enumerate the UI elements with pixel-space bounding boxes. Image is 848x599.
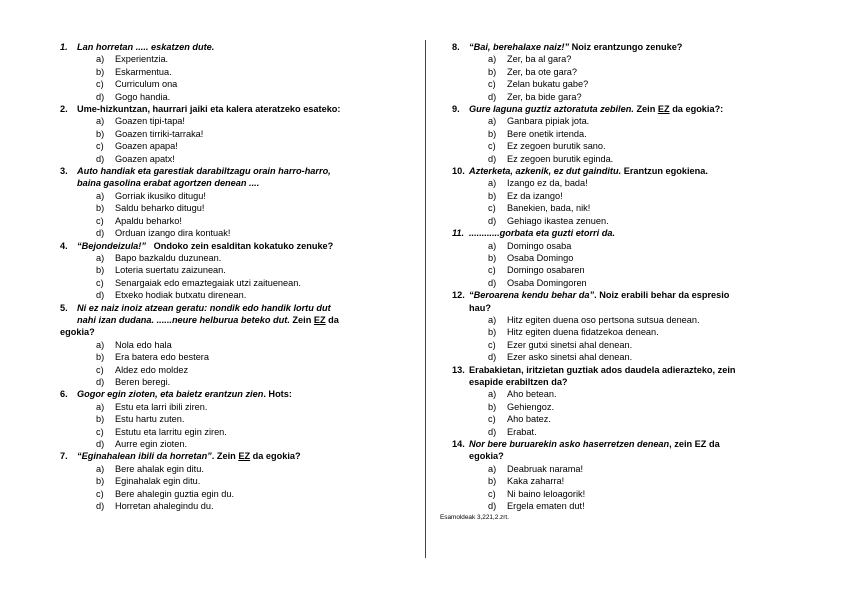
ez-underlined: EZ [238,451,251,462]
question-1 [60,41,412,103]
option-b: b) Saldu beharko ditugu! [96,203,205,214]
option-a: a) Experientzia. [96,54,169,65]
question-text-cont: esapide erabiltzen da? [469,376,568,387]
question-9: 9. Gure laguna guztiz aztoratuta zebilen. Zein EZ da egokia?: a) Ganbara pipiak jota. b) Bere onetik irtenda. c) Ez zegoen burutik sano. d) Ez zegoen burutik eginda. [452,103,804,165]
question-text-end: egokia? [60,327,95,338]
option-a: a) Zer, ba al gara? [488,54,572,65]
question-number: 5. [60,302,68,313]
options-list [60,463,412,513]
option-c: c) Estutu eta larritu egin ziren. [96,426,227,437]
question-text: Gogor egin zioten, eta baietz erantzun zien [77,389,264,400]
question-12: 12. “Beroarena kendu behar da”. Noiz erabili behar da espresio hau? a) Hitz egiten duena oso pertsona sutsua denean. b) Hitz egiten duena fidatzekoa denean. c) Ezer gutxi sinetsi ahal denean. d) Ezer asko sinetsi ahal denean. [452,289,804,363]
question-text: Auto handiak eta garestiak darabiltzagu orain harro-harro, [77,166,331,177]
options-list [60,53,412,103]
question-number: 11. [452,228,465,239]
option-a: a) Ganbara pipiak jota. [488,116,590,127]
question-text: “Beroarena kendu behar da” [469,290,595,301]
option-c: c) Domingo osabaren [488,265,585,276]
option-b: b) Bere onetik irtenda. [488,128,587,139]
option-d: d) Goazen apatx! [96,153,175,164]
option-a: a) Aho betean. [488,389,557,400]
question-text: “Eginahalean ibili da horretan” [77,451,212,462]
option-c: c) Curriculum ona [96,79,178,90]
option-b: b) Kaka zaharra! [488,476,565,487]
question-number: 4. [60,240,68,251]
question-number: 7. [60,451,68,462]
question-10: 10. Azterketa, azkenik, ez dut gainditu. Erantzun egokiena. a) Izango ez da, bada! b) Ez da izango! c) Banekien, bada, nik! d) Gehiago ikastea zenuen. [452,165,804,227]
option-d: d) Aurre egin zioten. [96,439,188,449]
option-a: a) Domingo osaba [488,240,572,251]
question-text-cont: nahi izan dudana. ......neure helburua beteko dut. Zein EZ da [77,314,339,325]
question-text: Ni ez naiz inoiz atzean geratu: nondik edo handik lortu dut [77,302,331,313]
question-number: 8. [452,42,460,52]
option-d: d) Gehiago ikastea zenuen. [488,215,609,226]
option-d: d) Ezer asko sinetsi ahal denean. [488,352,633,363]
option-d: d) Gogo handia. [96,91,171,102]
option-b: b) Ez da izango! [488,190,563,201]
question-5 [60,302,412,389]
question-14: 14. Nor bere buruarekin asko haserretzen denean, zein EZ da egokia? a) Deabruak narama! b) Kaka zaharra! c) Ni baino leloagorik! d) Ergela ematen dut! [452,438,804,512]
options-list [60,252,412,302]
question-number: 12. [452,290,465,301]
options-list [60,115,412,165]
option-b: b) Loteria suertatu zaizunean. [96,265,226,276]
options-list [452,240,804,290]
option-d: d) Horretan ahalegindu du. [96,501,214,512]
question-text: Lan horretan ..... eskatzen dute. [77,42,215,52]
option-a: a) Hitz egiten duena oso pertsona sutsua denean. [488,314,700,325]
options-list [60,190,412,240]
option-c: c) Aho batez. [488,414,551,425]
option-d: d) Ergela ematen dut! [488,501,585,512]
question-7: 7. “Eginahalean ibili da horretan”. Zein EZ da egokia? a) Bere ahalak egin ditu. b) Eginahalak egin ditu. c) Bere ahalegin guztia egin du. d) Horretan ahalegindu du. [60,450,412,512]
option-a: a) Izango ez da, bada! [488,178,588,189]
question-text: “Bai, berehalaxe naiz!” [469,42,570,52]
options-list [452,314,804,364]
question-3 [60,165,412,239]
option-c: c) Ez zegoen burutik sano. [488,141,606,152]
option-a: a) Deabruak narama! [488,463,584,474]
option-c: c) Apaldu beharko! [96,215,182,226]
question-number: 10. [452,166,465,177]
options-list [452,177,804,227]
option-a: a) Goazen tipi-tapa! [96,116,185,127]
option-d: d) Erabat. [488,426,537,437]
option-c: c) Banekien, bada, nik! [488,203,591,214]
question-quote: “Bejondeizula!” [77,240,146,251]
question-11 [452,227,804,289]
question-text: Azterketa, azkenik, ez dut gainditu. [469,166,622,177]
option-c: c) Bere ahalegin guztia egin du. [96,488,235,499]
options-list [452,463,804,513]
option-c: c) Aldez edo moldez [96,364,189,375]
option-d: d) Osaba Domingoren [488,277,587,288]
option-a: a) Gorriak ikusiko ditugu! [96,190,206,201]
footnote: Esamoldeak 3,221,2.zrt. [440,514,509,522]
question-text-cont: baina gasolina erabat agortzen denean .... [77,178,260,189]
options-list [60,339,412,389]
option-c: c) Ni baino leloagorik! [488,488,586,499]
option-a: a) Bere ahalak egin ditu. [96,463,204,474]
option-b: b) Osaba Domingo [488,252,574,263]
ez-underlined: EZ [657,104,670,115]
question-2 [60,103,412,165]
option-b: b) Estu hartu zuten. [96,414,185,425]
question-number: 2. [60,104,68,115]
option-c: c) Ezer gutxi sinetsi ahal denean. [488,339,633,350]
question-text-cont: egokia? [469,451,504,462]
option-b: b) Era batera edo bestera [96,352,209,363]
question-text: Nor bere buruarekin asko haserretzen denean [469,439,670,449]
options-list [452,388,804,438]
option-a: a) Bapo bazkaldu duzunean. [96,252,222,263]
question-number: 6. [60,389,68,400]
question-number: 3. [60,166,68,177]
options-list [452,115,804,165]
question-text: Ondoko zein esalditan kokatuko zenuke? [145,240,334,251]
option-d: d) Etxeko hodiak butxatu direnean. [96,290,247,301]
question-number: 14. [452,439,465,449]
ez-underlined: EZ [313,314,326,325]
question-number: 1. [60,42,68,52]
option-b: b) Eginahalak egin ditu. [96,476,201,487]
right-column [440,41,804,522]
option-b: b) Hitz egiten duena fidatzekoa denean. [488,327,659,338]
question-6: 6. Gogor egin zioten, eta baietz erantzun zien. Hots: a) Estu eta larri ibili ziren. b) Estu hartu zuten. c) Estutu eta larritu egin ziren. d) Aurre egin zioten. [60,388,412,450]
column-divider [425,40,426,558]
option-c: c) Zelan bukatu gabe? [488,79,589,90]
options-list [452,53,804,103]
question-13 [452,364,804,438]
option-b: b) Goazen tirriki-tarraka! [96,128,204,139]
question-text: ............gorbata eta guzti etorri da. [469,228,615,239]
question-number: 13. [452,364,465,375]
option-d: d) Beren beregi. [96,376,171,387]
question-4 [60,240,412,302]
option-c: c) Senargaiak edo emaztegaiak utzi zaituenean. [96,277,301,288]
option-b: b) Zer, ba ote gara? [488,66,577,77]
options-list [60,401,412,451]
left-column [60,41,412,512]
option-b: b) Gehiengoz. [488,401,554,412]
question-number: 9. [452,104,460,115]
option-c: c) Goazen apapa! [96,141,178,152]
question-8: 8. “Bai, berehalaxe naiz!” Noiz erantzungo zenuke? a) Zer, ba al gara? b) Zer, ba ote gara? c) Zelan bukatu gabe? d) Zer, ba bide gara? [452,41,804,103]
option-d: d) Orduan izango dira kontuak! [96,228,231,239]
question-text: Gure laguna guztiz aztoratuta zebilen. [469,104,634,115]
question-text-cont: hau? [469,302,491,313]
option-a: a) Nola edo hala [96,339,172,350]
option-d: d) Ez zegoen burutik eginda. [488,153,614,164]
question-text: Ume-hizkuntzan, haurrari jaiki eta kalera ateratzeko esateko: [77,104,341,115]
option-d: d) Zer, ba bide gara? [488,91,582,102]
question-text: Erabakietan, iritzietan guztiak ados daudela adierazteko, zein [469,364,736,375]
option-a: a) Estu eta larri ibili ziren. [96,401,208,412]
option-b: b) Eskarmentua. [96,66,172,77]
